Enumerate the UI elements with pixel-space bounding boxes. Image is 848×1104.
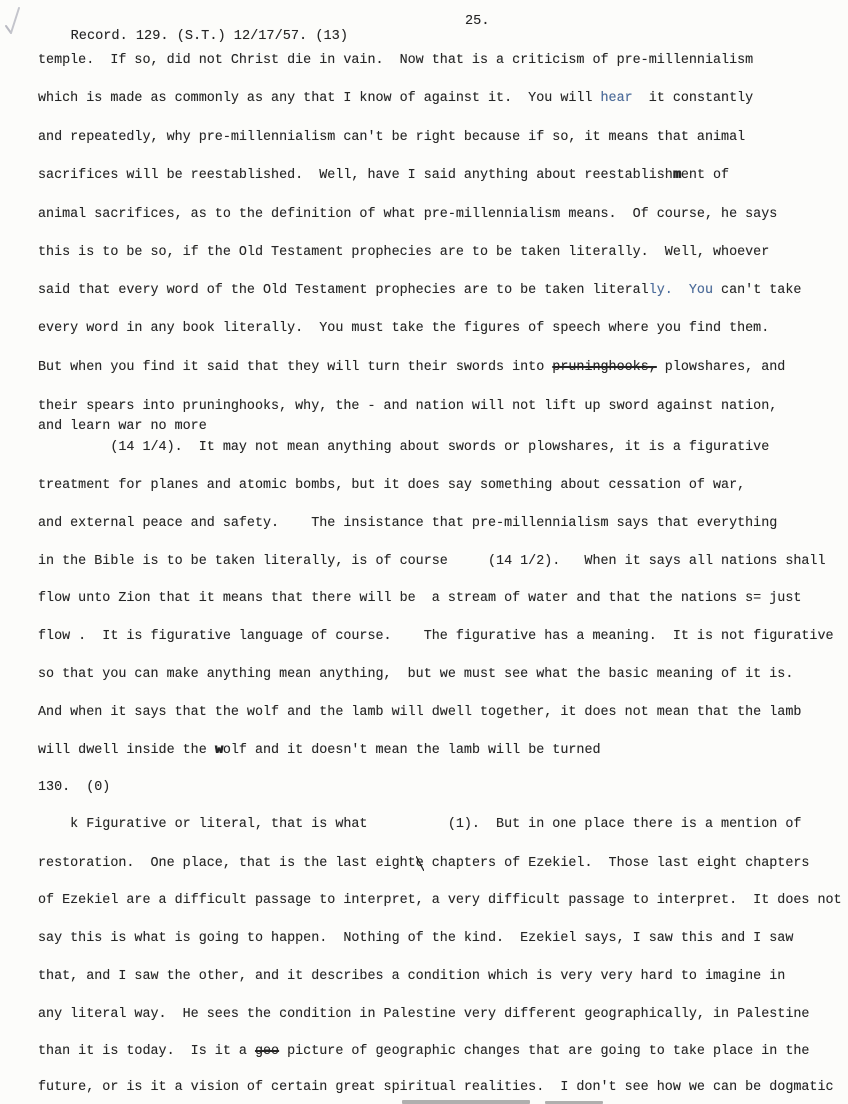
text-segment: sacrifices will be reestablished. Well, have I said anything about reestablish (38, 168, 673, 183)
text-segment: this is to be so, if the Old Testament prophecies are to be taken literally. Well, whoever (38, 245, 770, 260)
text-line (38, 477, 745, 494)
text-line (38, 628, 834, 645)
text-line (38, 282, 801, 299)
text-segment: their spears into pruninghooks, why, the - and nation will not lift up sword against nation, (38, 399, 778, 414)
text-line (38, 418, 207, 435)
text-line (38, 742, 601, 759)
text-line (38, 855, 809, 872)
pencil-checkmark (2, 4, 30, 38)
text-line (38, 52, 753, 69)
text-segment: said that every word of the Old Testament prophecies are to be taken literal (38, 283, 649, 298)
text-segment: But when you find it said that they will turn their swords into (38, 360, 553, 375)
text-line (38, 167, 729, 184)
text-segment: plowshares, and (656, 360, 786, 375)
overstruck-text: m (672, 168, 681, 183)
page-number: 25. (465, 14, 490, 29)
text-segment: picture of geographic changes that are going to take place in the (279, 1044, 810, 1059)
text-line (38, 359, 785, 376)
text-segment: of Ezekiel are a difficult passage to interpret, a very difficult passage to interpret. It does not (38, 893, 842, 908)
text-segment: treatment for planes and atomic bombs, but it does say something about cessation of war, (38, 478, 746, 493)
text-segment: e (415, 856, 424, 871)
text-segment: olf and it doesn't mean the lamb will be turned (222, 743, 601, 758)
struck-text: pruninghooks, (552, 360, 657, 375)
text-line (38, 90, 753, 107)
text-segment: flow unto Zion that it means that there will be a stream of water and that the nations s= just (38, 591, 802, 606)
text-line (38, 704, 801, 721)
text-line (38, 129, 745, 146)
text-line (38, 1043, 809, 1060)
text-segment: 130. (0) (38, 780, 111, 795)
text-line (38, 590, 801, 607)
text-line (38, 515, 777, 532)
text-segment: ent of (680, 168, 730, 183)
scan-smudge (402, 1100, 530, 1104)
text-line (38, 1006, 809, 1023)
text-segment: will dwell inside the (38, 743, 215, 758)
text-segment: in the Bible is to be taken literally, is of course (14 1/2). When it says all nations shall (38, 554, 826, 569)
text-segment: restoration. One place, that is the last eight (38, 856, 416, 871)
text-line (38, 930, 793, 947)
text-segment: and repeatedly, why pre-millennialism can't be right because if so, it means that animal (38, 130, 746, 145)
text-line (38, 1079, 834, 1096)
struck-text: geo (254, 1044, 280, 1059)
text-segment: future, or is it a vision of certain great spiritual realities. I don't see how we can be dogmatic (38, 1080, 834, 1095)
text-line (38, 553, 826, 570)
text-segment: say this is what is going to happen. Nothing of the kind. Ezekiel says, I saw this and I saw (38, 931, 794, 946)
text-segment: which is made as commonly as any that I know of against it. You will (38, 91, 601, 106)
text-line (38, 892, 842, 909)
text-segment: it constantly (632, 91, 754, 106)
text-segment: can't take (713, 283, 802, 298)
text-segment: And when it says that the wolf and the lamb will dwell together, it does not mean that the lamb (38, 705, 802, 720)
text-segment: animal sacrifices, as to the definition of what pre-millennialism means. Of course, he says (38, 207, 778, 222)
text-segment: every word in any book literally. You must take the figures of speech where you find them. (38, 321, 770, 336)
text-segment: so that you can make anything mean anything, but we must see what the basic meaning of it is. (38, 667, 794, 682)
text-line (38, 816, 801, 833)
text-segment: ly. You (648, 283, 714, 298)
text-line (38, 666, 793, 683)
text-line (38, 398, 777, 415)
record-header-text: Record. 129. (S.T.) 12/17/57. (13) (70, 29, 348, 44)
overstruck-text: w (214, 743, 223, 758)
text-segment: that, and I saw the other, and it describes a condition which is very very hard to imagine in (38, 969, 786, 984)
text-line (38, 206, 777, 223)
text-segment: flow . It is figurative language of course. The figurative has a meaning. It is not figurative (38, 629, 834, 644)
text-segment: and learn war no more (38, 419, 207, 434)
text-line (38, 968, 785, 985)
text-segment: chapters of Ezekiel. Those last eight chapters (423, 856, 810, 871)
text-segment: hear (600, 91, 633, 106)
text-line (38, 320, 769, 337)
text-segment: and external peace and safety. The insistance that pre-millennialism says that everything (38, 516, 778, 531)
text-line (38, 779, 110, 796)
text-segment: than it is today. Is it a (38, 1044, 255, 1059)
text-line (38, 439, 769, 456)
text-segment: temple. If so, did not Christ die in vain. Now that is a criticism of pre-millennialism (38, 53, 754, 68)
text-segment: any literal way. He sees the condition in Palestine very different geographically, in Palestine (38, 1007, 810, 1022)
text-segment: k Figurative or literal, that is what (1). But in one place there is a mention of (38, 817, 802, 832)
text-line (38, 244, 769, 261)
text-segment: (14 1/4). It may not mean anything about swords or plowshares, it is a figurative (38, 440, 770, 455)
